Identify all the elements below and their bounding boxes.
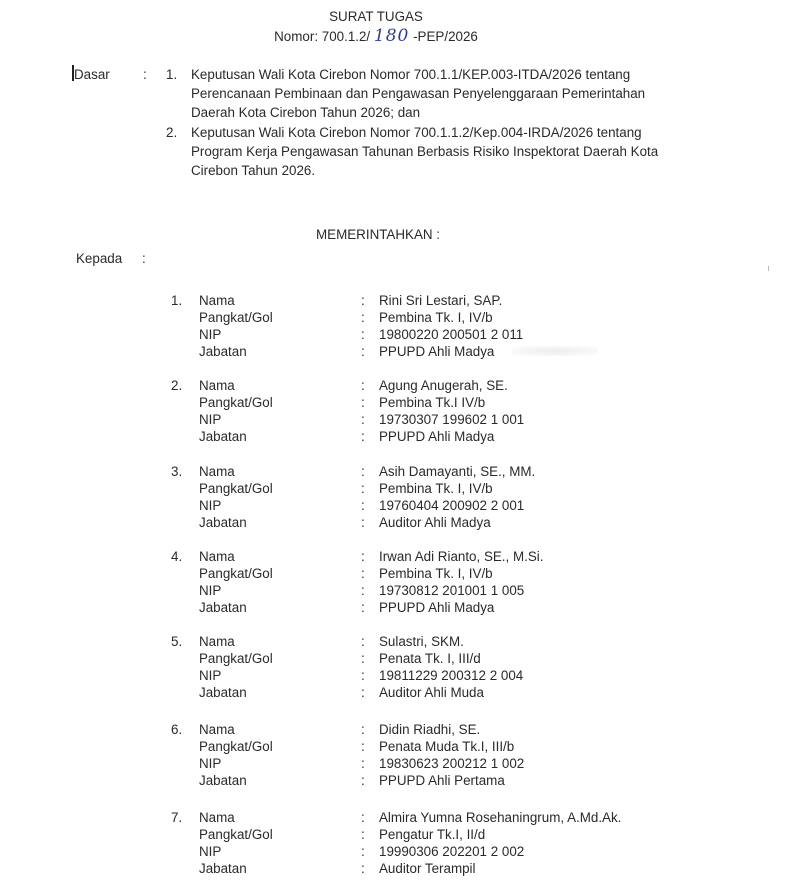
field-label-jabatan: Jabatan (199, 685, 247, 700)
command-heading: MEMERINTAHKAN : (316, 227, 440, 242)
field-label-jabatan: Jabatan (199, 773, 247, 788)
field-value-nip: 19800220 200501 2 011 (379, 327, 524, 342)
field-value-jabatan: PPUPD Ahli Madya (379, 429, 495, 444)
field-colon: : (361, 566, 365, 581)
field-value-pangkat: Pembina Tk. I, IV/b (379, 481, 493, 496)
field-value-nama: Rini Sri Lestari, SAP. (379, 293, 503, 308)
field-value-jabatan: Auditor Ahli Muda (379, 685, 484, 700)
field-label-nama: Nama (199, 378, 235, 393)
field-colon: : (361, 327, 365, 342)
field-label-nip: NIP (199, 668, 222, 683)
person-number: 7. (171, 810, 183, 825)
field-value-nip: 19730812 201001 1 005 (379, 583, 525, 598)
dasar-item-number: 2. (166, 125, 178, 140)
field-label-nip: NIP (199, 412, 222, 427)
dasar-item-line: Program Kerja Pengawasan Tahunan Berbasis Risiko Inspektorat Daerah Kota (191, 144, 659, 159)
dasar-label: Dasar (74, 67, 110, 82)
field-label-nip: NIP (199, 498, 222, 513)
field-label-nip: NIP (199, 583, 222, 598)
field-value-nip: 19730307 199602 1 001 (379, 412, 525, 427)
field-label-nama: Nama (199, 722, 235, 737)
dasar-item-line: Keputusan Wali Kota Cirebon Nomor 700.1.1.2/Kep.004-IRDA/2026 tentang (191, 125, 642, 140)
number-suffix: -PEP/2026 (413, 29, 478, 44)
person-number: 5. (171, 634, 183, 649)
field-value-nip: 19811229 200312 2 004 (379, 668, 524, 683)
field-label-pangkat: Pangkat/Gol (199, 651, 273, 666)
field-label-jabatan: Jabatan (199, 429, 247, 444)
field-colon: : (361, 412, 365, 427)
field-colon: : (361, 651, 365, 666)
field-value-jabatan: Auditor Terampil (379, 861, 476, 876)
person-number: 3. (171, 464, 183, 479)
field-value-nama: Didin Riadhi, SE. (379, 722, 481, 737)
person-number: 2. (171, 378, 183, 393)
field-label-jabatan: Jabatan (199, 600, 247, 615)
field-label-pangkat: Pangkat/Gol (199, 481, 273, 496)
field-colon: : (361, 722, 365, 737)
field-colon: : (361, 481, 365, 496)
field-value-nama: Almira Yumna Rosehaningrum, A.Md.Ak. (379, 810, 622, 825)
number-prefix: Nomor: 700.1.2/ (274, 29, 371, 44)
field-value-jabatan: Auditor Ahli Madya (379, 515, 491, 530)
handwritten-number: 180 (373, 26, 410, 46)
field-colon: : (361, 293, 365, 308)
field-colon: : (361, 583, 365, 598)
dasar-item-number: 1. (166, 67, 178, 82)
field-colon: : (361, 844, 365, 859)
field-colon: : (361, 756, 365, 771)
field-value-pangkat: Penata Tk. I, III/d (379, 651, 481, 666)
field-label-nip: NIP (199, 844, 222, 859)
field-value-nama: Sulastri, SKM. (379, 634, 464, 649)
document-number (0, 28, 752, 45)
field-colon: : (361, 739, 365, 754)
field-label-nip: NIP (199, 756, 222, 771)
field-colon: : (361, 549, 365, 564)
field-colon: : (361, 600, 365, 615)
field-label-pangkat: Pangkat/Gol (199, 739, 273, 754)
field-colon: : (361, 810, 365, 825)
dasar-colon: : (143, 67, 147, 82)
field-colon: : (361, 498, 365, 513)
field-colon: : (361, 634, 365, 649)
field-value-nip: 19990306 202201 2 002 (379, 844, 525, 859)
field-value-pangkat: Pembina Tk.I IV/b (379, 395, 486, 410)
field-value-pangkat: Pembina Tk. I, IV/b (379, 566, 493, 581)
field-colon: : (361, 827, 365, 842)
dasar-item-line: Cirebon Tahun 2026. (191, 163, 316, 178)
field-colon: : (361, 429, 365, 444)
field-label-jabatan: Jabatan (199, 515, 247, 530)
field-value-nama: Irwan Adi Rianto, SE., M.Si. (379, 549, 544, 564)
field-label-pangkat: Pangkat/Gol (199, 310, 273, 325)
field-label-nama: Nama (199, 634, 235, 649)
field-label-nama: Nama (199, 293, 235, 308)
field-label-pangkat: Pangkat/Gol (199, 395, 273, 410)
kepada-label: Kepada (76, 251, 123, 266)
field-label-nama: Nama (199, 810, 235, 825)
field-colon: : (361, 515, 365, 530)
dasar-item-line: Perencanaan Pembinaan dan Pengawasan Penyelenggaraan Pemerintahan (191, 86, 646, 101)
scan-mark (768, 266, 769, 271)
field-colon: : (361, 395, 365, 410)
field-colon: : (361, 464, 365, 479)
field-colon: : (361, 378, 365, 393)
field-label-jabatan: Jabatan (199, 344, 247, 359)
field-value-jabatan: PPUPD Ahli Madya (379, 344, 495, 359)
field-value-jabatan: PPUPD Ahli Pertama (379, 773, 505, 788)
field-label-pangkat: Pangkat/Gol (199, 827, 273, 842)
field-label-pangkat: Pangkat/Gol (199, 566, 273, 581)
person-number: 1. (171, 293, 183, 308)
field-colon: : (361, 344, 365, 359)
dasar-item-line: Keputusan Wali Kota Cirebon Nomor 700.1.1/KEP.003-ITDA/2026 tentang (191, 67, 631, 82)
field-colon: : (361, 685, 365, 700)
field-label-nama: Nama (199, 549, 235, 564)
field-colon: : (361, 668, 365, 683)
person-number: 6. (171, 722, 183, 737)
field-value-nama: Asih Damayanti, SE., MM. (379, 464, 536, 479)
field-value-pangkat: Pengatur Tk.I, II/d (379, 827, 486, 842)
kepada-colon: : (142, 251, 146, 266)
field-label-jabatan: Jabatan (199, 861, 247, 876)
field-value-jabatan: PPUPD Ahli Madya (379, 600, 495, 615)
field-colon: : (361, 310, 365, 325)
field-label-nip: NIP (199, 327, 222, 342)
field-value-nip: 19830623 200212 1 002 (379, 756, 525, 771)
field-value-nama: Agung Anugerah, SE. (379, 378, 508, 393)
field-colon: : (361, 773, 365, 788)
dasar-item-line: Daerah Kota Cirebon Tahun 2026; dan (191, 105, 421, 120)
field-value-pangkat: Penata Muda Tk.I, III/b (379, 739, 515, 754)
field-value-nip: 19760404 200902 2 001 (379, 498, 525, 513)
document-title: SURAT TUGAS (329, 9, 423, 24)
field-colon: : (361, 861, 365, 876)
field-label-nama: Nama (199, 464, 235, 479)
person-number: 4. (171, 549, 183, 564)
scan-smudge (512, 346, 598, 356)
field-value-pangkat: Pembina Tk. I, IV/b (379, 310, 493, 325)
